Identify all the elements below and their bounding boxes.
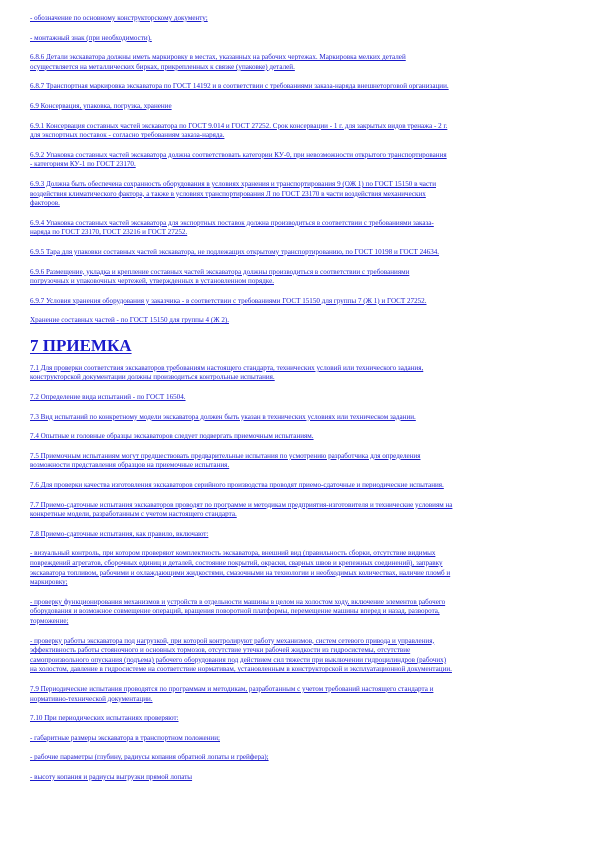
clause-7-2[interactable]: 7.2 Определение вида испытаний - по ГОСТ 16504. — [30, 393, 186, 402]
list-item-working-parameters[interactable]: - рабочие параметры (глубину, радиусы копания обратной лопаты и грейфера); — [30, 753, 269, 762]
clause-6-9-6[interactable]: 6.9.6 Размещение, укладка и крепление составных частей экскаватора должны производиться в соответствии с требованиями погрузочных и упаковочных чертежей, утвержденных в установленном порядке. — [30, 267, 410, 286]
clause-6-9-3[interactable]: 6.9.3 Должна быть обеспечена сохранность оборудования в условиях хранения и транспортирования 9 (ОЖ 1) по ГОСТ 15150 в части воздействия климатического фактора, а также в условиях транспортирования Л по ГОСТ 23170 в части воздействия механических факторов. — [30, 179, 437, 208]
clause-6-9-4[interactable]: 6.9.4 Упаковка составных частей экскаватора для экспортных поставок должна производиться в соответствии с требованиями заказа- наряда по ГОСТ 23170, ГОСТ 23216 и ГОСТ 27252. — [30, 218, 434, 237]
list-item-visual-control[interactable]: - визуальный контроль, при котором проверяют комплектность экскаватора, внешний вид (правильность сборки, отсутствие видимых повреждений агрегатов, сборочных единиц и деталей, состояние покрытий, окраски, сварных швов и крепежных соединений), заправку экскаватора топливом, рабочими и охлаждающими жидкостями, смазочными на технологии и необходимых количествах, наличие пломб и маркировку; — [30, 549, 451, 587]
clause-6-8-6[interactable]: 6.8.6 Детали экскаватора должны иметь маркировку в местах, указанных на рабочих чертежах. Маркировка мелких деталей осуществляется на металлических бирках, прикрепленных к связке (упаковке) деталей. — [30, 53, 406, 71]
list-item-digging-height[interactable]: - высоту копания и радиусы выгрузки прямой лопаты — [30, 772, 193, 781]
list-item-load-check[interactable]: - проверку работы экскаватора под нагрузкой, при которой контролируют работу механизмов, систем сетевого привода и управления, эффективность работы стояночного и основных тормозов, отсутствие утечки рабочей жидкости из гидросистемы, отсутствие самопроизвольного опускания (подъема) рабочего оборудования под действием сил тяжести при выключении гидроцилиндров (рабочих) на холостом, давление в гидросистеме на соответствие нормативам, установленным в конструкторской и эксплуатационной документации. — [30, 636, 452, 674]
clause-7-10[interactable]: 7.10 При периодических испытаниях проверяют: — [30, 714, 179, 723]
subsection-6-9-title[interactable]: 6.9 Консервация, упаковка, погрузка, хранение — [30, 101, 172, 110]
section-heading-acceptance[interactable]: 7 ПРИЕМКА — [30, 335, 132, 355]
clause-7-7[interactable]: 7.7 Приемо-сдаточные испытания экскаваторов проводят по программе и методикам предприятия-изготовителя и технические условиям на конкретные модели, разработанным с учетом настоящего стандарта. — [30, 500, 453, 519]
clause-6-9-1[interactable]: 6.9.1 Консервация составных частей экскаватора по ГОСТ 9.014 и ГОСТ 27252. Срок консервации - 1 г. для закрытых видов тренажа - 2 г. для экспортных поставок - согласно требованиям заказа-наряда. — [30, 121, 448, 140]
clause-6-9-2[interactable]: 6.9.2 Упаковка составных частей экскаватора должна соответствовать категории КУ-0, при невозможности открытого транспортирования - категориям КУ-1 по ГОСТ 23170. — [30, 150, 447, 169]
clause-7-6[interactable]: 7.6 Для проверки качества изготовления экскаваторов серийного производства проводят приемо-сдаточные и периодические испытания. — [30, 481, 444, 490]
storage-note[interactable]: Хранение составных частей - по ГОСТ 15150 для группы 4 (Ж 2). — [30, 316, 230, 325]
clause-7-1[interactable]: 7.1 Для проверки соответствия экскаваторов требованиям настоящего стандарта, технических условий или технического задания, конструкторской документации должны производиться контрольные испытания. — [30, 363, 424, 382]
clause-6-9-5[interactable]: 6.9.5 Тара для упаковки составных частей экскаватора, не подлежащих открытому транспортированию, по ГОСТ 10198 и ГОСТ 24634. — [30, 247, 440, 256]
list-item-designation[interactable]: - обозначение по основному конструкторскому документу; — [30, 14, 208, 22]
list-item-dimensions[interactable]: - габаритные размеры экскаватора в транспортном положении; — [30, 733, 220, 742]
clause-7-4[interactable]: 7.4 Опытные и головные образцы экскаваторов следует подвергать приемочным испытаниям. — [30, 432, 314, 441]
clause-7-9[interactable]: 7.9 Периодические испытания проводятся по программам и методикам, разработанным с учетом требований настоящего стандарта и нормативно-технической документации. — [30, 684, 434, 703]
clause-7-8[interactable]: 7.8 Приемо-сдаточные испытания, как правило, включают: — [30, 529, 209, 538]
clause-6-9-7[interactable]: 6.9.7 Условия хранения оборудования у заказчика - в соответствии с требованиями ГОСТ 15150 для группы 7 (Ж 1) и ГОСТ 27252. — [30, 296, 427, 305]
clause-7-3[interactable]: 7.3 Вид испытаний по конкретному модели экскаватора должен быть указан в технических условиях или техническом задании. — [30, 412, 416, 421]
list-item-mounting-mark[interactable]: - монтажный знак (при необходимости). — [30, 33, 152, 42]
list-item-idle-check[interactable]: - проверку функционирования механизмов и устройств в отдельности машины в целом на холостом ходу, включение элементов рабочего оборудования и возможное совмещение операций, вращения поворотной платформы, перемещение машины вперед и назад, разворота, торможение; — [30, 597, 446, 625]
clause-6-8-7[interactable]: 6.8.7 Транспортная маркировка экскаватора по ГОСТ 14192 и в соответствии с требованиями заказа-наряда внешнеторговой организации. — [30, 82, 449, 91]
clause-7-5[interactable]: 7.5 Приемочным испытаниям могут предшествовать предварительные испытания по усмотрению разработчика для определения возможности представления образцов на приемочные испытания. — [30, 451, 421, 470]
